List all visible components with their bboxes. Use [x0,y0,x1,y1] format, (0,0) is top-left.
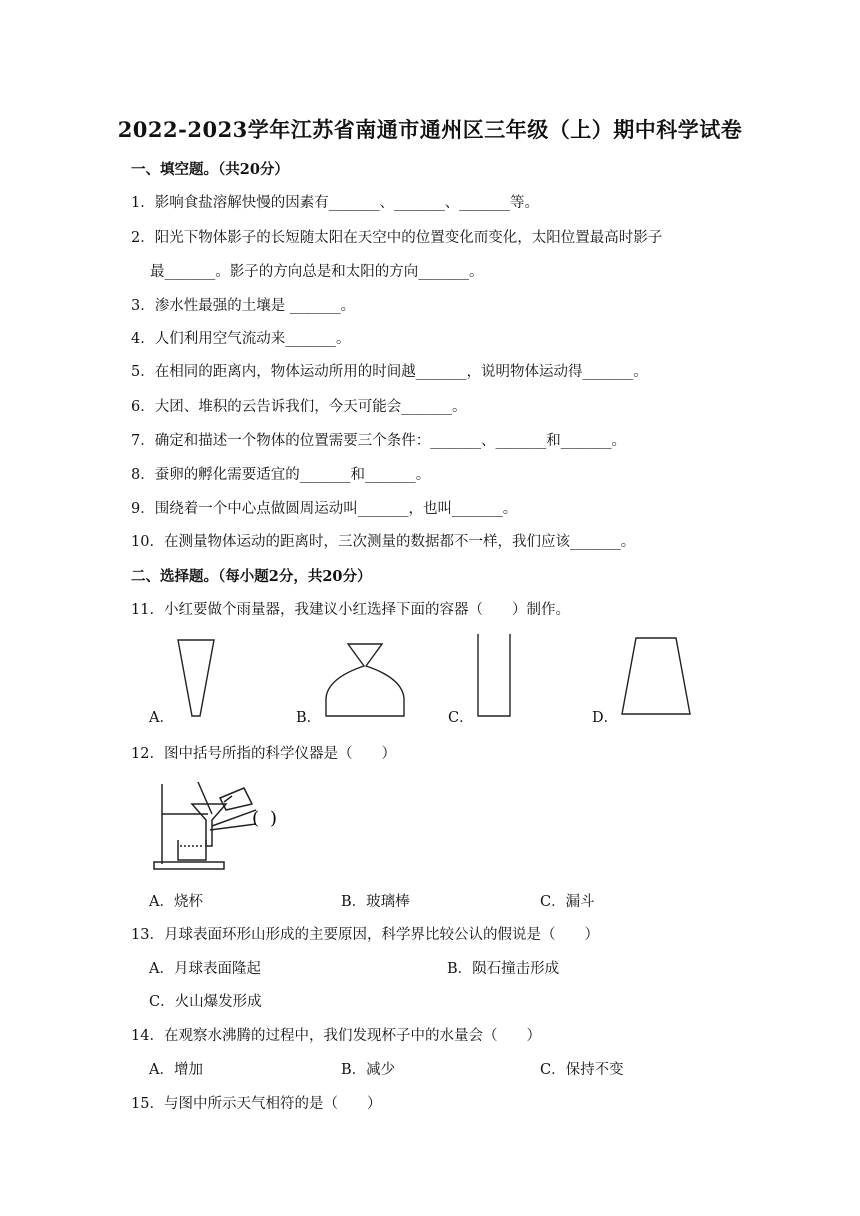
option-b-label: B． [296,710,322,726]
option-c-label: C． [448,710,474,726]
question-6: 6．大团、堆积的云告诉我们，今天可能会_______。 [131,399,467,415]
question-3: 3．渗水性最强的土壤是 _______。 [131,298,356,314]
q13-option-b: B．陨石撞击形成 [447,961,560,977]
question-5: 5．在相同的距离内，物体运动所用的时间越_______，说明物体运动得_______。 [131,364,648,380]
trapezoid-container-figure [618,634,694,718]
vase-container-figure [322,640,408,720]
question-12: 12．图中括号所指的科学仪器是（ ） [131,746,396,762]
question-1: 1．影响食盐溶解快慢的因素有_______、_______、_______等。 [131,195,539,211]
option-a-label: A． [149,710,174,726]
question-9: 9．围绕着一个中心点做圆周运动叫_______，也叫_______。 [131,501,518,517]
question-8: 8．蚕卵的孵化需要适宜的_______和_______。 [131,467,431,483]
exam-title: 2022-2023学年江苏省南通市通州区三年级（上）期中科学试卷 [117,117,743,142]
section-choice-heading: 二、选择题。（每小题2分，共20分） [131,568,372,585]
option-d-label: D． [592,710,619,726]
q12-option-b: B．玻璃棒 [341,894,410,910]
question-14: 14．在观察水沸腾的过程中，我们发现杯子中的水量会（ ） [131,1028,541,1044]
q13-option-c: C．火山爆发形成 [149,994,262,1010]
q14-option-c: C．保持不变 [540,1062,624,1078]
tall-narrow-cup-figure [176,636,216,720]
question-4: 4．人们利用空气流动来_______。 [131,331,351,347]
q14-option-b: B．减少 [341,1062,396,1078]
question-10: 10．在测量物体运动的距离时，三次测量的数据都不一样，我们应该_______。 [131,534,636,550]
q12-option-a: A．烧杯 [149,894,203,910]
section-fill-blank-heading: 一、填空题。（共20分） [131,161,289,178]
question-11: 11．小红要做个雨量器，我建议小红选择下面的容器（ ）制作。 [131,602,570,618]
q12-option-c: C．漏斗 [540,894,595,910]
question-2: 2．阳光下物体影子的长短随太阳在天空中的位置变化而变化，太阳位置最高时影子 [131,230,663,246]
filtration-apparatus-figure [148,774,288,874]
question-2-continued: 最_______。影子的方向总是和太阳的方向_______。 [150,264,484,280]
question-7: 7．确定和描述一个物体的位置需要三个条件：_______、_______和_______。 [131,433,626,449]
question-13: 13．月球表面环形山形成的主要原因，科学界比较公认的假说是（ ） [131,927,599,943]
q13-option-a: A．月球表面隆起 [149,961,261,977]
cylinder-container-figure [474,630,514,720]
svg-text:(: ( [252,808,260,829]
question-15: 15．与图中所示天气相符的是（ ） [131,1096,382,1112]
svg-text:): ) [270,808,278,829]
q14-option-a: A．增加 [149,1062,203,1078]
